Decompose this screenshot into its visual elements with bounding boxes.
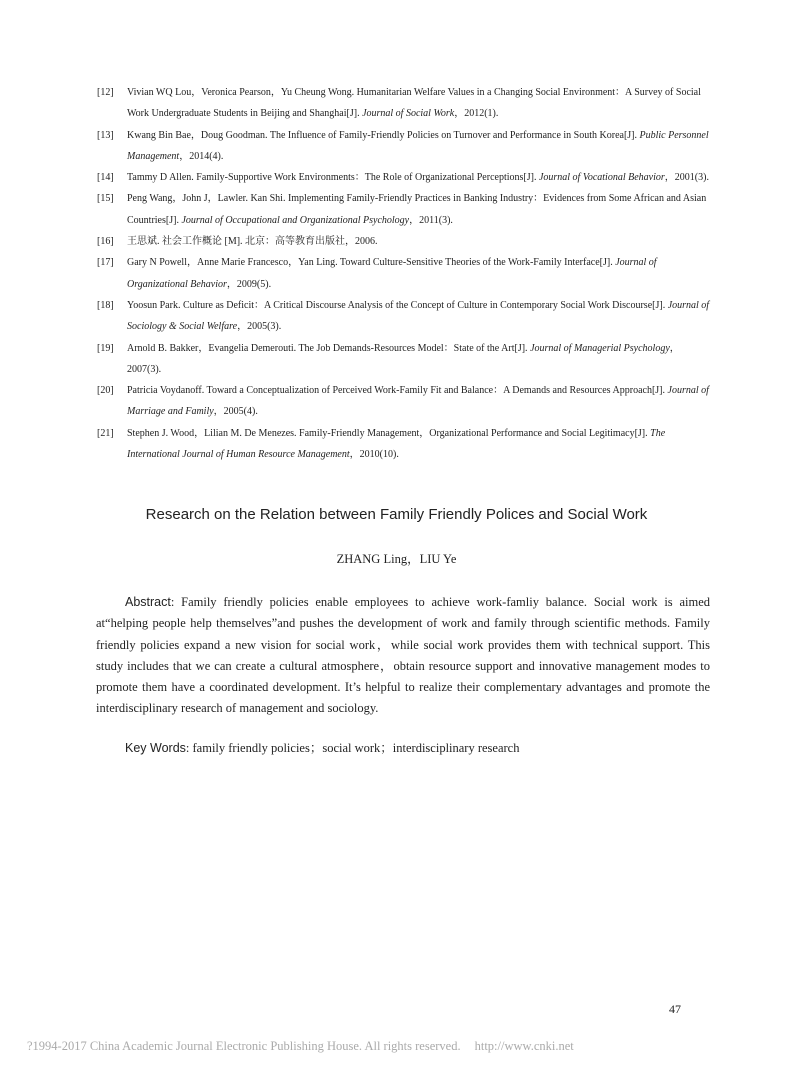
reference-journal: Journal of Vocational Behavior [538,172,665,184]
reference-item [97,188,711,231]
reference-text [127,380,711,423]
reference-text [127,125,711,168]
reference-year-issue: ，2012(1). [454,108,499,120]
reference-number: [14] [97,172,114,184]
reference-year-issue: ，2014(4). [179,150,224,162]
reference-journal: Journal of Occupational and Organizational Psychology [181,214,410,226]
page-number: 47 [669,1002,681,1016]
reference-journal: Journal of Sociology & Social Welfare [127,299,710,333]
reference-number: [16] [97,236,114,248]
reference-number: [15] [97,193,114,205]
reference-journal: Public Personnel Management [127,129,709,162]
reference-item [97,82,711,125]
reference-authors-title: Yoosun Park. Culture as Deficit：A Critical Discourse Analysis of the Concept of Culture in Contemporary Social Work Discourse[J]. [127,299,668,311]
keywords-label: Key Words [125,741,186,755]
reference-number: [13] [97,129,114,141]
reference-authors-title: Tammy D Allen. Family-Supportive Work Environments：The Role of Organizational Perceptions[J]. [127,172,539,184]
reference-text [127,423,711,466]
abstract-label: Abstract [125,595,171,609]
reference-year-issue: ，2011(3). [409,214,453,226]
reference-text [127,167,711,188]
footer-url[interactable]: http://www.cnki.net [474,1039,574,1053]
reference-authors-title: Gary N Powell，Anne Marie Francesco，Yan Ling. Toward Culture-Sensitive Theories of the Work-Family Interface[J]. [127,257,616,269]
reference-item [97,338,711,381]
reference-number: [12] [97,87,114,98]
reference-authors-title: Patricia Voydanoff. Toward a Conceptualization of Perceived Work-Family Fit and Balance：A Demands and Resources Approach[J]. [127,385,668,397]
reference-item [97,252,711,295]
reference-list [97,82,711,465]
reference-number: [18] [97,299,114,311]
reference-text [127,231,711,252]
authors: ZHANG Ling，LIU Ye [336,552,457,566]
reference-year-issue: ，2007(3). [127,342,680,375]
reference-journal: Journal of Marriage and Family [127,385,709,418]
footer [27,1039,574,1054]
keywords [125,738,519,756]
reference-year-issue: ，2005(4). [213,406,258,418]
reference-item [97,125,711,168]
paper-title: Research on the Relation between Family Friendly Polices and Social Work [145,506,648,523]
reference-authors-title: Peng Wang，John J，Lawler. Kan Shi. Implementing Family-Friendly Practices in Banking Industry：Evidences from Some African and Asian Countries[J]. [127,193,707,226]
reference-year-issue: ，2005(3). [237,321,282,333]
abstract [96,592,710,720]
reference-number: [19] [97,342,114,354]
reference-item [97,380,711,423]
reference-text [127,188,711,231]
reference-text [127,295,711,338]
reference-authors-title: Vivian WQ Lou，Veronica Pearson，Yu Cheung Wong. Humanitarian Welfare Values in a Changing Social Environment：A Survey of Social Work Undergraduate Students in Beijing and Shanghai[J]. [127,87,701,120]
reference-journal: The International Journal of Human Resource Management [127,427,666,461]
reference-item [97,423,711,466]
reference-item [97,231,711,252]
reference-text [127,252,711,295]
reference-journal: Journal of Managerial Psychology [530,342,670,354]
reference-journal: Journal of Social Work [362,108,455,120]
reference-number: [20] [97,385,114,397]
reference-number: [17] [97,257,114,269]
reference-authors-title: Stephen J. Wood，Lilian M. De Menezes. Family-Friendly Management，Organizational Performance and Social Legitimacy[J]. [127,427,651,439]
reference-year-issue: ，2001(3). [664,172,709,184]
copyright-text: ?1994-2017 China Academic Journal Electronic Publishing House. All rights reserved. [27,1039,461,1053]
keywords-text: : family friendly policies；social work；interdisciplinary research [185,741,520,755]
reference-year-issue: ，2009(5). [226,278,272,290]
reference-text [127,82,711,125]
reference-authors-title: Kwang Bin Bae，Doug Goodman. The Influence of Family-Friendly Policies on Turnover and Performance in South Korea[J]. [127,129,640,141]
reference-item [97,167,711,188]
reference-authors-title: 王思斌. 社会工作概论 [M]. 北京：高等教育出版社，2006. [127,236,378,248]
abstract-text: : Family friendly policies enable employees to achieve work-famliy balance. Social work is aimed at“helping people help themselves”and pushes the development of work and family through scientific methods. Family friendly policies expand a new vision for social work，while social work provides them with technical support. This study includes that we can create a cultural atmosphere，obtain resource support and innovative management modes to promote them have a coordinated development. It’s helpful to realize their complementary advantages and promote the interdisciplinary research of management and sociology. [96,595,710,716]
reference-item [97,295,711,338]
reference-number: [21] [97,427,114,439]
reference-authors-title: Arnold B. Bakker，Evangelia Demerouti. The Job Demands-Resources Model：State of the Art[J]. [127,342,531,354]
reference-text [127,338,711,381]
reference-journal: Journal of Organizational Behavior [127,257,657,290]
reference-year-issue: ，2010(10). [349,449,399,461]
